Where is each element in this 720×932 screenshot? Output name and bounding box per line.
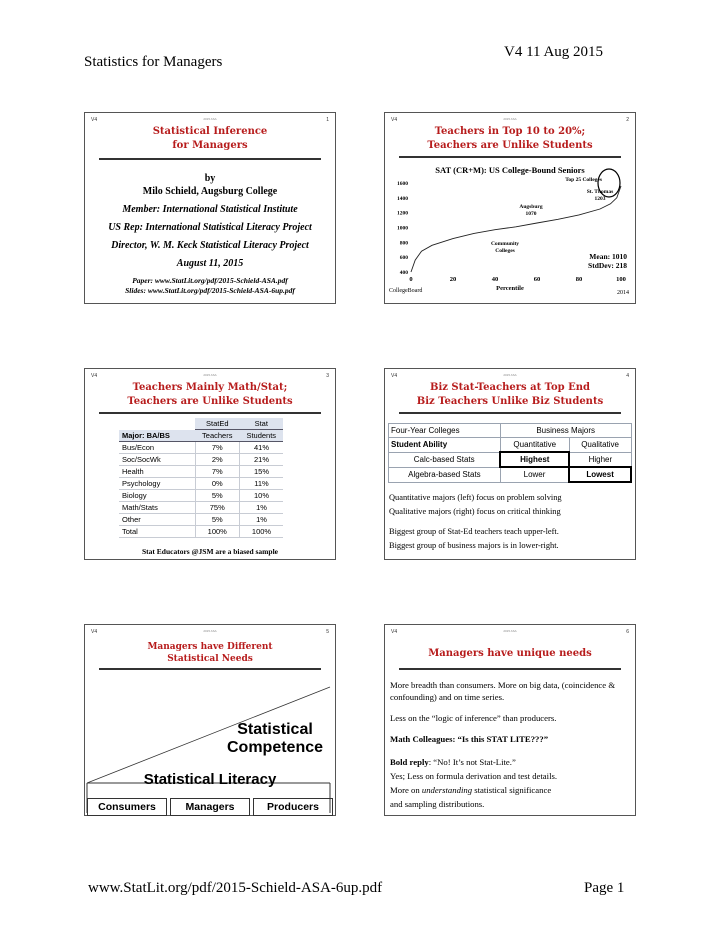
managers-box: Managers [170, 798, 250, 816]
table-cell: 41% [240, 442, 284, 454]
y-tick-label: 400 [399, 270, 408, 276]
slide-number: 3 [326, 373, 329, 379]
slide-version: V4 [91, 629, 98, 635]
table-cell: 1% [240, 502, 284, 514]
annotation-st-thomas-score: 1203 [594, 196, 606, 202]
table-cell: Psychology [119, 478, 195, 490]
header-cell: Students [240, 430, 284, 442]
title-rule [99, 668, 321, 670]
table-cell: 2% [195, 454, 240, 466]
header-cell [119, 418, 195, 430]
annotation-augsburg: Augsburg [519, 204, 543, 210]
slide-top-label: 2015 ASA [203, 629, 217, 633]
stddev-label: StdDev: 218 [588, 261, 627, 270]
year-label: 2014 [617, 290, 629, 296]
annotation-community: Community [490, 241, 520, 247]
table-cell: Math/Stats [119, 502, 195, 514]
slide-title: Managers have Different Statistical Needs [147, 642, 273, 664]
title-rule [399, 412, 621, 414]
slide-top-label: 2015 ASA [503, 629, 517, 633]
presentation-date: August 11, 2015 [176, 258, 244, 269]
paragraph: and sampling distributions. [390, 799, 485, 809]
affiliation-1: Member: International Statistical Institute [122, 204, 298, 215]
x-tick-label: 80 [575, 276, 583, 283]
x-tick-label: 60 [533, 276, 541, 283]
table-row [119, 502, 283, 514]
table-cell: Biology [119, 490, 195, 502]
paragraph: Yes; Less on formula derivation and test details. [390, 771, 558, 781]
slide-title: Biz Stat-Teachers at Top End Biz Teachers Unlike Biz Students [416, 382, 604, 407]
table-row [119, 466, 283, 478]
table-row [119, 490, 283, 502]
slide-top-label: 2015 ASA [503, 117, 517, 121]
table-cell: Business Majors [500, 424, 631, 438]
by-label: by [204, 173, 216, 184]
slide-2 [384, 112, 636, 304]
slide-version: V4 [91, 117, 98, 123]
slide-top-label: 2015 ASA [203, 117, 217, 121]
table-row [119, 514, 283, 526]
slide-5 [84, 624, 336, 816]
paper-link[interactable]: Paper: www.StatLit.org/pdf/2015-Schield-ASA.pdf [132, 276, 288, 285]
title-rule [99, 158, 321, 160]
annotation-st-thomas: St. Thomas [586, 189, 614, 195]
x-tick-label: 100 [616, 276, 626, 283]
table-cell: Other [119, 514, 195, 526]
table-cell: Health [119, 466, 195, 478]
affiliation-3: Director, W. M. Keck Statistical Literacy Project [111, 240, 309, 251]
emphasis: understanding [421, 785, 473, 795]
annotation-colleges: Colleges [495, 248, 515, 254]
table-cell: 100% [195, 526, 240, 538]
slide-title: Teachers in Top 10 to 20%; Teachers are Unlike Students [427, 126, 593, 151]
y-tick-label: 800 [399, 240, 408, 247]
table-row [119, 454, 283, 466]
slide-title: Teachers Mainly Math/Stat; Teachers are Unlike Students [127, 382, 293, 407]
table-cell: 7% [195, 442, 240, 454]
table-cell: Calc-based Stats [389, 452, 501, 467]
slide-title: Managers have unique needs [428, 648, 592, 659]
x-tick-label: 20 [449, 276, 457, 283]
table-cell: Lowest [569, 467, 631, 482]
text-line: Biggest group of Stat-Ed teachers teach upper-left. [389, 527, 559, 536]
page-footer-url[interactable]: www.StatLit.org/pdf/2015-Schield-ASA-6up.pdf [88, 880, 383, 896]
table-cell: Highest [500, 452, 569, 467]
table-cell: 75% [195, 502, 240, 514]
table-cell: 15% [240, 466, 284, 478]
text-line: Biggest group of business majors is in lower-right. [389, 541, 559, 550]
header-cell: Teachers [195, 430, 240, 442]
table-cell: Algebra-based Stats [389, 467, 501, 482]
y-tick-label: 600 [399, 255, 408, 262]
title-rule [99, 412, 321, 414]
text-line: Qualitative majors (right) focus on critical thinking [389, 507, 561, 516]
header-cell: Stat [240, 418, 284, 430]
text-line: Quantitative majors (left) focus on problem solving [389, 493, 562, 502]
slide-3 [84, 368, 336, 560]
sat-percentile-chart [385, 161, 635, 301]
slide-top-label: 2015 ASA [503, 373, 517, 377]
header-cell: StatEd [195, 418, 240, 430]
slide-title: Statistical Inference for Managers [152, 126, 268, 151]
y-tick-label: 1000 [397, 225, 408, 232]
consumers-box: Consumers [87, 798, 167, 816]
y-tick-label: 1200 [397, 210, 408, 217]
paragraph: More on understanding statistical significance [390, 785, 552, 795]
table-cell: 100% [240, 526, 284, 538]
mean-label: Mean: 1010 [589, 252, 627, 261]
table-cell: Qualitative [569, 438, 631, 453]
table-cell: Bus/Econ [119, 442, 195, 454]
slide-version: V4 [391, 629, 398, 635]
bold-reply-label: Bold reply [390, 757, 429, 767]
paragraph: Less on the “logic of inference” than producers. [390, 713, 557, 723]
table-cell: Total [119, 526, 195, 538]
slide-number: 1 [326, 117, 329, 123]
page-header-title: Statistics for Managers [84, 54, 223, 70]
title-rule [399, 156, 621, 158]
table-row [119, 478, 283, 490]
table-cell: Soc/SocWk [119, 454, 195, 466]
competence-label: Statistical Competence [226, 721, 324, 756]
x-tick-label: 40 [491, 276, 499, 283]
annotation-top25: Top 25 Colleges [565, 177, 602, 183]
slide-number: 5 [326, 629, 329, 635]
slide-number: 2 [626, 117, 629, 123]
paragraph: Math Colleagues: “Is this STAT LITE???” [390, 734, 549, 744]
slide-version: V4 [91, 373, 98, 379]
table-cell: Higher [569, 452, 631, 467]
reply-text: : “No! It’s not Stat-Lite.” [428, 757, 516, 767]
affiliation-2: US Rep: International Statistical Literacy Project [108, 222, 312, 233]
slide-version: V4 [391, 117, 398, 123]
title-rule [399, 668, 621, 670]
table-row [119, 442, 283, 454]
literacy-label: Statistical Literacy [143, 771, 277, 788]
table-cell: 10% [240, 490, 284, 502]
y-tick-label: 1400 [397, 195, 408, 202]
table-cell: 11% [240, 478, 284, 490]
annotation-augsburg-score: 1070 [525, 211, 537, 217]
x-tick-label: 0 [409, 276, 413, 283]
author: Milo Schield, Augsburg College [142, 186, 278, 197]
table-cell: 5% [195, 490, 240, 502]
slide-top-label: 2015 ASA [203, 373, 217, 377]
source-label: CollegeBoard [389, 288, 423, 294]
table-cell: Student Ability [389, 438, 501, 453]
slide-6 [384, 624, 636, 816]
slide-number: 6 [626, 629, 629, 635]
ability-table [388, 423, 632, 483]
table-cell: Lower [500, 467, 569, 482]
x-axis-label: Percentile [496, 285, 524, 292]
header-cell: Major: BA/BS [119, 430, 195, 442]
slide-1 [84, 112, 336, 304]
table-cell: Four-Year Colleges [389, 424, 501, 438]
table-cell: Quantitative [500, 438, 569, 453]
table-cell: 0% [195, 478, 240, 490]
page-footer-number: Page 1 [584, 880, 625, 896]
paragraph [390, 756, 516, 768]
page-header-version: V4 11 Aug 2015 [504, 44, 604, 60]
y-tick-label: 1600 [397, 181, 408, 187]
slide-number: 4 [626, 373, 629, 379]
slide-4 [384, 368, 636, 560]
slides-link[interactable]: Slides: www.StatLit.org/pdf/2015-Schield-ASA-6up.pdf [125, 286, 295, 295]
slide-version: V4 [391, 373, 398, 379]
majors-table [119, 418, 283, 538]
producers-box: Producers [253, 798, 333, 816]
table-cell: 5% [195, 514, 240, 526]
chart-title: SAT (CR+M): US College-Bound Seniors [435, 165, 585, 175]
paragraph: More breadth than consumers. More on big data, (coincidence & confounding) and on time series. [390, 680, 616, 702]
table-row [119, 526, 283, 538]
table-caption: Stat Educators @JSM are a biased sample [141, 547, 278, 556]
table-cell: 21% [240, 454, 284, 466]
table-cell: 7% [195, 466, 240, 478]
table-cell: 1% [240, 514, 284, 526]
